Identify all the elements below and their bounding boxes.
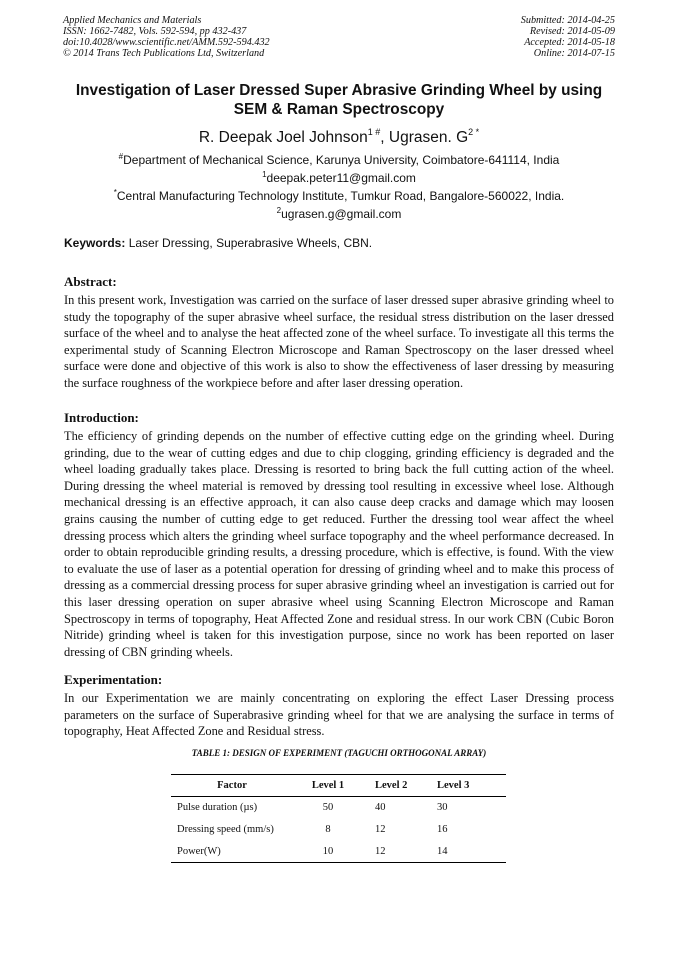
title-line-2: SEM & Raman Spectroscopy (233, 101, 445, 118)
table-row (171, 797, 506, 819)
header-level-1: Level 1 (293, 775, 363, 797)
revised-date: Revised: 2014-05-09 (529, 26, 615, 37)
affiliation-1: #Department of Mechanical Science, Karunya University, Coimbatore-641114, India (118, 152, 560, 167)
issn: ISSN: 1662-7482, Vols. 592-594, pp 432-437 (63, 26, 247, 37)
cell-level-3: 16 (437, 824, 448, 835)
header-factor: Factor (171, 775, 293, 797)
author-1-mark: 1 # (367, 127, 381, 137)
affiliation-2: *Central Manufacturing Technology Institute, Tumkur Road, Bangalore-560022, India. (113, 188, 565, 203)
abstract-text: In this present work, Investigation was carried on the surface of laser dressed super abrasive grinding wheel to study the topography of the super abrasive wheel surface, the residual stress distribution on the laser dressed surface of the wheel and to analyse the heat affected zone of the wheel surface. To investigate all this terms the experimental study of Scanning Electron Microscope and Raman Spectroscopy on the laser dressed wheel surface were done and objective of this work is also to show the effectiveness of laser dressing by measuring the surface roughness of the workpiece before and after laser dressing operation. (64, 293, 614, 390)
cell-factor: Power(W) (171, 841, 293, 863)
cell-level-2: 12 (375, 824, 386, 835)
experimentation-text: In our Experimentation we are mainly concentrating on exploring the effect Laser Dressing process parameters on the surface of Superabrasive grinding wheel for that we are analysing the surface in terms of topography, Heat Affected Zone and Residual stress. (64, 691, 614, 739)
cell-level-3: 30 (437, 802, 448, 814)
copyright: © 2014 Trans Tech Publications Ltd, Switzerland (63, 48, 265, 59)
submitted-date: Submitted: 2014-04-25 (520, 15, 615, 26)
online-date: Online: 2014-07-15 (533, 48, 615, 59)
header-level-3: Level 3 (423, 775, 506, 797)
keywords-label: Keywords: (64, 236, 126, 250)
cell-level-1: 50 (322, 802, 334, 814)
paper-title (60, 81, 618, 119)
keywords-text: Laser Dressing, Superabrasive Wheels, CBN. (125, 236, 373, 250)
cell-level-2: 40 (375, 802, 386, 814)
header-level-2: Level 2 (363, 775, 423, 797)
doi: doi:10.4028/www.scientific.net/AMM.592-594.432 (63, 37, 270, 48)
author-2: Ugrasen. G (388, 129, 469, 146)
title-line-1: Investigation of Laser Dressed Super Abrasive Grinding Wheel by using (75, 82, 603, 99)
cell-level-3: 14 (423, 841, 506, 863)
doe-table (171, 774, 506, 863)
journal-name: Applied Mechanics and Materials (63, 15, 202, 26)
introduction-text: The efficiency of grinding depends on the number of effective cutting edge on the grinding wheel. During grinding, due to the wear of cutting edges and due to chip clogging, grinding efficiency is degraded and the wheel loading gradually takes place. Dressing is resorted to bring back the full cutting action of the wheel. During dressing the wheel material is removed by dressing tool resulting in excessive wheel lose. Although mechanical dressing is an effective approach, it can also cause deep cracks and damage which may loosen grains causing the number of cutting edge to get reduced. Further the dressing tool wear affect the wheel dressing process which alters the grinding wheel surface topography and the wheel performance decreased. In order to obtain reproducible grinding results, a dressing procedure, which is effective, is found. With the view to evaluate the use of laser as a potential operation for dressing of grinding wheel and to make this process of dressing as a commercial dressing process for super abrasive grinding wheel an investigation is carried out for this laser dressing operation on super abrasive wheel using Scanning Electron Microscope and Raman Spectroscopy in terms of topography, Heat Affected Zone and residual stress. In our work CBN (Cubic Boron Nitride) grinding wheel is taken for this investigation purpose, since no work has been reported on laser dressing of CBN grinding wheels. (64, 429, 614, 659)
date-info (521, 15, 615, 59)
table-row (171, 819, 506, 841)
cell-factor: Dressing speed (mm/s) (177, 824, 274, 835)
table-header-row (171, 775, 506, 797)
table-row (171, 841, 506, 863)
cell-level-1: 8 (325, 824, 331, 835)
email-2: $^2$ugrasen.g@gmail.com (276, 206, 402, 221)
cell-level-2: 12 (363, 841, 423, 863)
keywords (64, 236, 615, 250)
author-list (40, 123, 638, 147)
experimentation-heading: Experimentation: (64, 672, 163, 687)
author-1: R. Deepak Joel Johnson (198, 129, 368, 146)
author-2-mark: 2 * (468, 127, 480, 137)
table-caption: TABLE 1: DESIGN OF EXPERIMENT (TAGUCHI ORTHOGONAL ARRAY) (191, 748, 487, 758)
cell-level-1: 10 (293, 841, 363, 863)
abstract-heading: Abstract: (64, 274, 117, 289)
running-header (63, 15, 615, 59)
publication-info (63, 15, 270, 59)
email-1: $^1$deepak.peter11@gmail.com (262, 170, 416, 185)
cell-factor: Pulse duration (µs) (177, 802, 258, 814)
introduction-heading: Introduction: (64, 410, 139, 425)
accepted-date: Accepted: 2014-05-18 (524, 37, 615, 48)
author-separator: , (380, 129, 389, 146)
